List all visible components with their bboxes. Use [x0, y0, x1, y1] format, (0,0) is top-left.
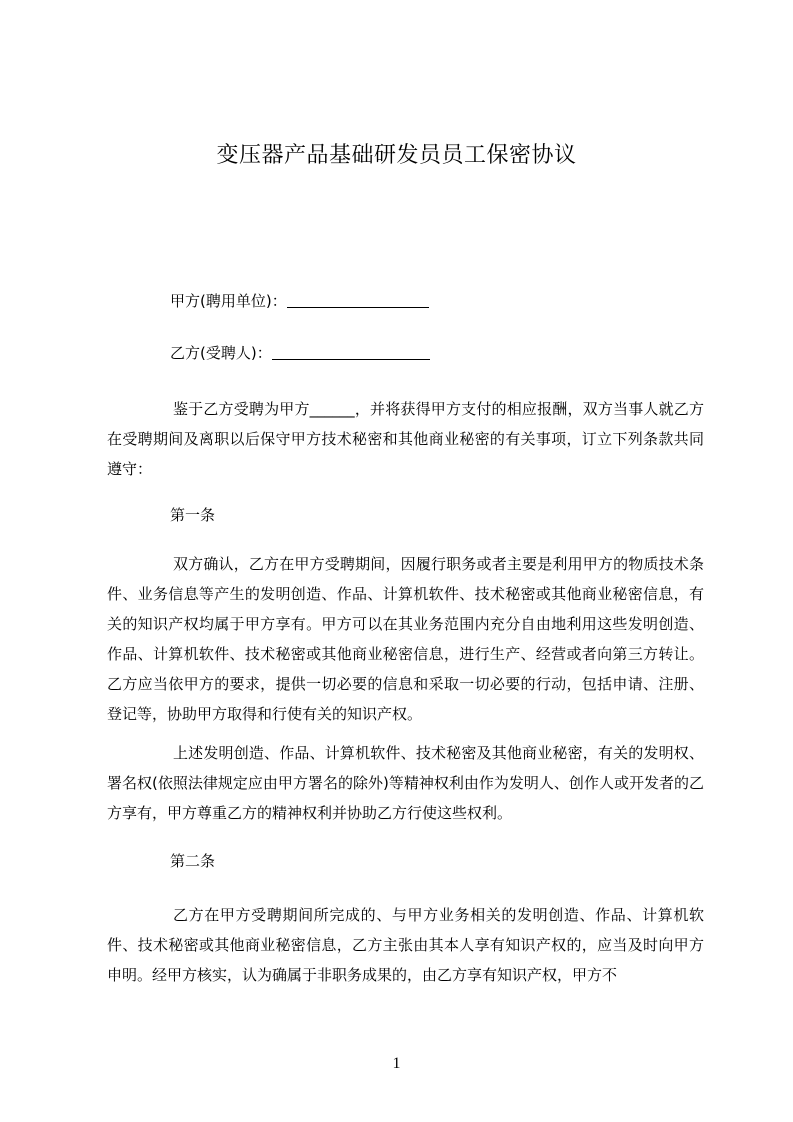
party-b-blank-line — [272, 343, 430, 360]
article-2-heading: 第二条 — [170, 852, 216, 870]
party-a-blank-line — [287, 291, 429, 308]
party-b-label: 乙方(受聘人)： — [170, 344, 272, 362]
party-b-field — [170, 342, 430, 364]
preamble-paragraph: 鉴于乙方受聘为甲方______，并将获得甲方支付的相应报酬，双方当事人就乙方在受聘期间及离职以后保守甲方技术秘密和其他商业秘密的有关事项，订立下列条款共同遵守： — [107, 400, 704, 478]
article-1-paragraph-1: 双方确认，乙方在甲方受聘期间，因履行职务或者主要是利用甲方的物质技术条件、业务信息等产生的发明创造、作品、计算机软件、技术秘密或其他商业秘密信息，有关的知识产权均属于甲方享有。甲方可以在其业务范围内充分自由地利用这些发明创造、作品、计算机软件、技术秘密或其他商业秘密信息，进行生产、经营或者向第三方转让。乙方应当依甲方的要求，提供一切必要的信息和采取一切必要的行动，包括申请、注册、登记等，协助甲方取得和行使有关的知识产权。 — [107, 555, 704, 723]
party-a-label: 甲方(聘用单位)： — [170, 292, 287, 310]
document-title: 变压器产品基础研发员员工保密协议 — [216, 143, 577, 168]
article-1-paragraph-2: 上述发明创造、作品、计算机软件、技术秘密及其他商业秘密，有关的发明权、署名权(依照法律规定应由甲方署名的除外)等精神权利由作为发明人、创作人或开发者的乙方享有，甲方尊重乙方的精神权利并协助乙方行使这些权利。 — [107, 744, 704, 822]
article-2-paragraph-1: 乙方在甲方受聘期间所完成的、与甲方业务相关的发明创造、作品、计算机软件、技术秘密或其他商业秘密信息，乙方主张由其本人享有知识产权的，应当及时向甲方申明。经甲方核实，认为确属于非职务成果的，由乙方享有知识产权，甲方不 — [107, 906, 704, 984]
party-a-field — [170, 290, 429, 312]
page-number: 1 — [392, 1055, 401, 1072]
article-1-heading: 第一条 — [170, 506, 216, 524]
